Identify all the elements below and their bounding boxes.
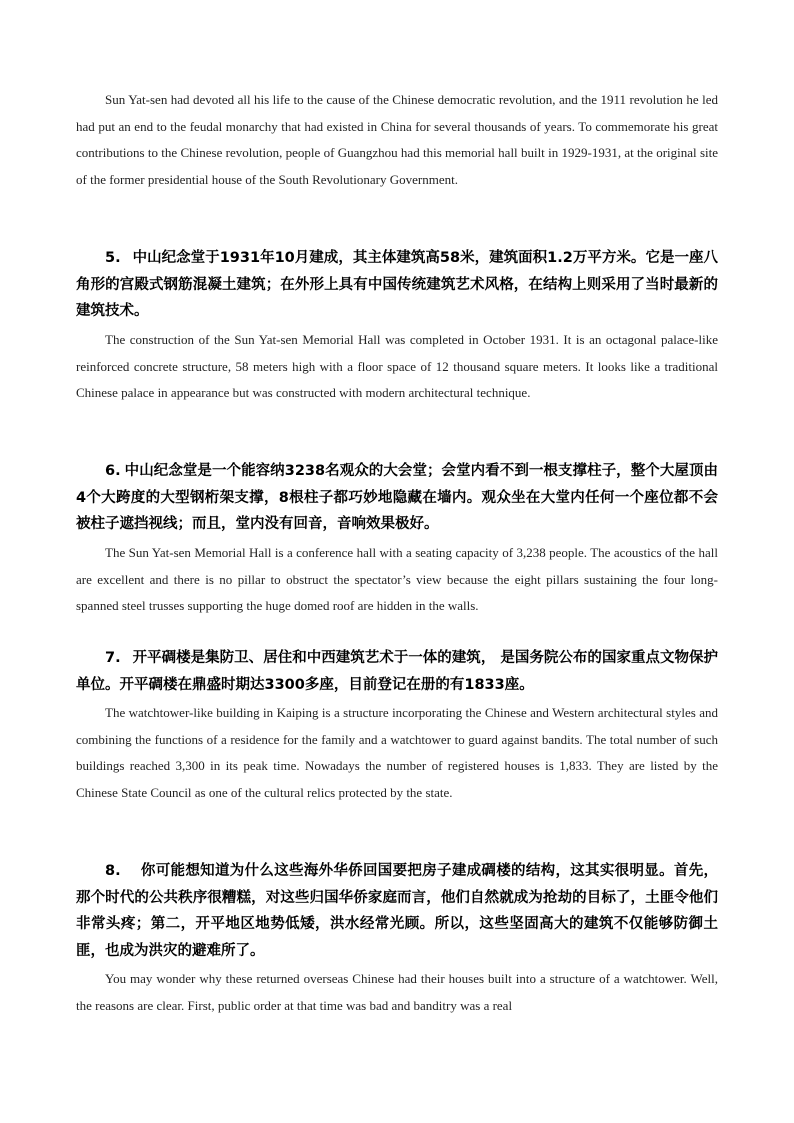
section-8-zh: [76, 858, 718, 964]
section-8-number: 8.: [105, 863, 121, 879]
section-7-zh-text: 开平碉楼是集防卫、居住和中西建筑艺术于一体的建筑， 是国务院公布的国家重点文物保护单位。开平碉楼在鼎盛时期达3300多座，目前登记在册的有1833座。: [76, 650, 718, 693]
section-8-en: You may wonder why these returned overseas Chinese had their houses built into a structure of a watchtower. Well, the reasons are clear. First, public order at that time was bad and banditry was a real: [76, 971, 718, 1013]
section-6-en: The Sun Yat-sen Memorial Hall is a conference hall with a seating capacity of 3,238 people. The acoustics of the hall are excellent and there is no pillar to obstruct the spectator’s view because the eight pillars sustaining the four long-spanned steel trusses supporting the huge domed roof are hidden in the walls.: [76, 545, 718, 614]
section-7-number: 7.: [105, 650, 121, 666]
section-6-zh: [76, 458, 718, 538]
section-7-zh: [76, 645, 718, 698]
section-8-zh-text: 你可能想知道为什么这些海外华侨回国要把房子建成碉楼的结构，这其实很明显。首先，那个时代的公共秩序很糟糕，对这些归国华侨家庭而言，他们自然就成为抢劫的目标了，土匪令他们非常头疼；第二，开平地区地势低矮，洪水经常光顾。所以，这些坚固高大的建筑不仅能够防御土匪，也成为洪灾的避难所了。: [76, 863, 718, 959]
section-5-number: 5.: [105, 250, 121, 266]
section-6-zh-text: 中山纪念堂是一个能容纳3238名观众的大会堂；会堂内看不到一根支撑柱子，整个大屋顶由4个大跨度的大型钢桁架支撑，8根柱子都巧妙地隐藏在墙内。观众坐在大堂内任何一个座位都不会被柱子遮挡视线；而且，堂内没有回音，音响效果极好。: [76, 463, 718, 533]
section-7-en: The watchtower-like building in Kaiping is a structure incorporating the Chinese and Western architectural styles and combining the functions of a residence for the family and a watchtower to guard against bandits. The total number of such buildings reached 3,300 in its peak time. Nowadays the number of registered houses is 1,833. They are listed by the Chinese State Council as one of the cultural relics protected by the state.: [76, 705, 718, 800]
paragraph-sun-yat-sen-intro-en: Sun Yat-sen had devoted all his life to the cause of the Chinese democratic revolution, and the 1911 revolution he led had put an end to the feudal monarchy that had existed in China for several thousands of years. To commemorate his great contributions to the Chinese revolution, people of Guangzhou had this memorial hall built in 1929-1931, at the original site of the former presidential house of the South Revolutionary Government.: [76, 92, 718, 187]
section-5-en: The construction of the Sun Yat-sen Memorial Hall was completed in October 1931. It is an octagonal palace-like reinforced concrete structure, 58 meters high with a floor space of 12 thousand square meters. It looks like a traditional Chinese palace in appearance but was constructed with modern architectural technique.: [76, 332, 718, 401]
section-5-zh-text: 中山纪念堂于1931年10月建成，其主体建筑高58米，建筑面积1.2万平方米。它是一座八角形的宫殿式钢筋混凝土建筑；在外形上具有中国传统建筑艺术风格，在结构上则采用了当时最新的建筑技术。: [76, 250, 718, 320]
section-6-number: 6.: [105, 463, 121, 479]
section-5-zh: [76, 245, 718, 325]
